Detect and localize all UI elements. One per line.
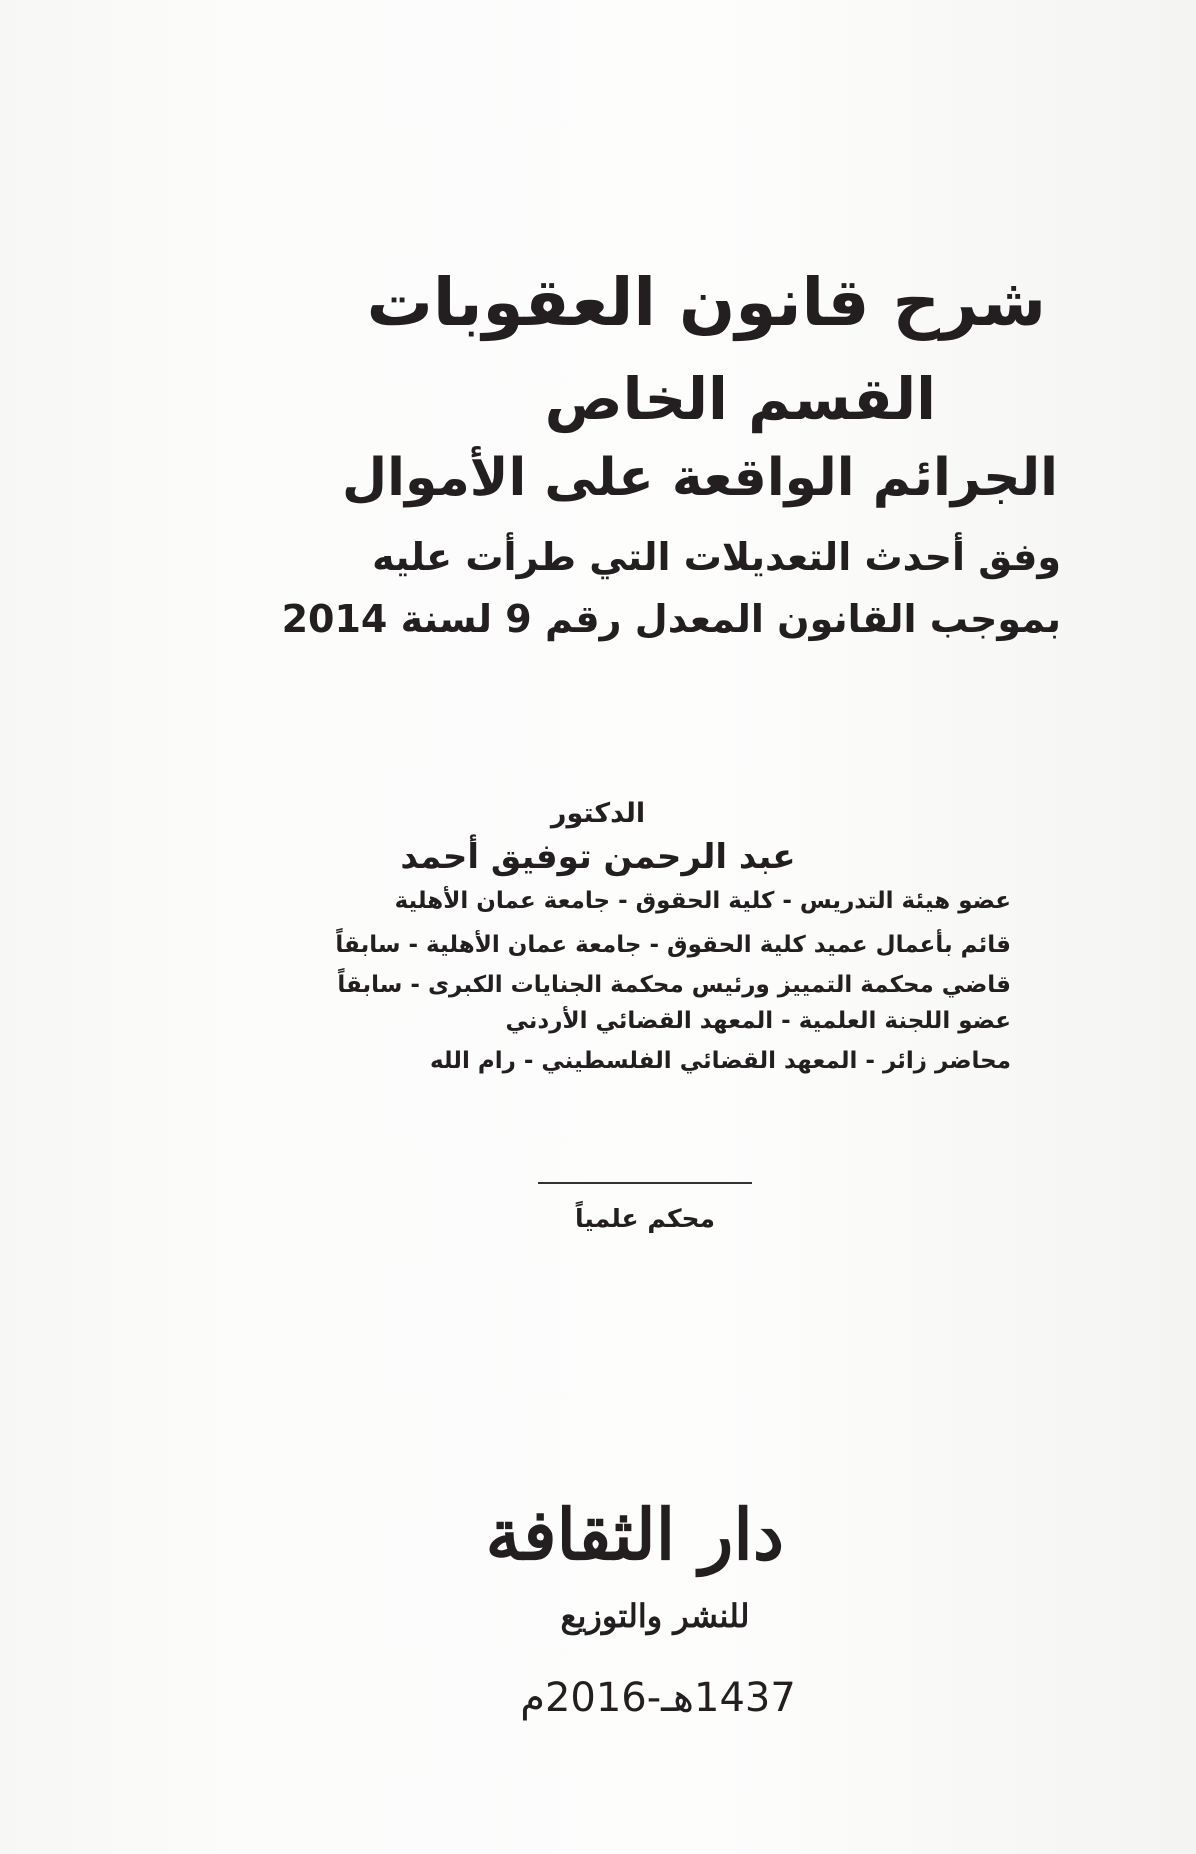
amendment-note: بموجب القانون المعدل رقم 9 لسنة 2014 <box>281 597 1061 641</box>
section-title: القسم الخاص <box>544 365 936 433</box>
peer-review-label: محكم علمياً <box>575 1204 715 1233</box>
author-credential: قائم بأعمال عميد كلية الحقوق - جامعة عمان الأهلية - سابقاً <box>335 932 1011 958</box>
main-title: شرح قانون العقوبات <box>366 264 1046 341</box>
author-name: عبد الرحمن توفيق أحمد <box>400 837 796 877</box>
publisher-subtitle: للنشر والتوزيع <box>560 1597 750 1635</box>
publisher-name: دار الثقافة <box>485 1493 784 1576</box>
publisher-logo <box>485 1490 784 1650</box>
author-label: الدكتور <box>550 798 646 829</box>
subject-title: الجرائم الواقعة على الأموال <box>342 448 1058 508</box>
author-credential: قاضي محكمة التمييز ورئيس محكمة الجنايات الكبرى - سابقاً <box>337 972 1011 998</box>
author-credential: عضو اللجنة العلمية - المعهد القضائي الأردني <box>505 1008 1011 1034</box>
publication-date: 1437هـ-2016م <box>520 1675 796 1721</box>
review-divider <box>538 1182 752 1184</box>
author-credential: عضو هيئة التدريس - كلية الحقوق - جامعة عمان الأهلية <box>394 888 1011 914</box>
edition-note: وفق أحدث التعديلات التي طرأت عليه <box>372 535 1061 579</box>
author-credential: محاضر زائر - المعهد القضائي الفلسطيني - رام الله <box>429 1048 1011 1074</box>
